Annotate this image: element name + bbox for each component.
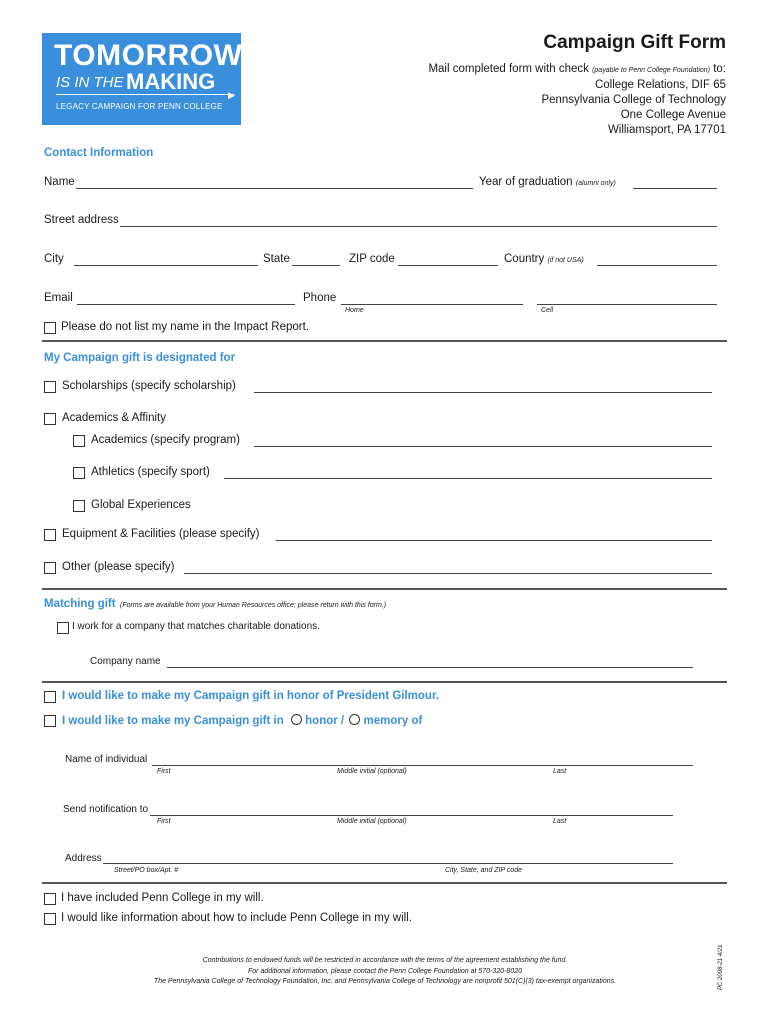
country-field[interactable] — [597, 265, 717, 266]
section-divider — [42, 882, 727, 884]
address-line-3: One College Avenue — [620, 109, 726, 121]
email-field[interactable] — [77, 304, 295, 305]
street-sublabel: Street/PO box/Apt. # — [114, 867, 179, 874]
logo-arrow-line — [56, 94, 234, 95]
scholarships-field[interactable] — [254, 392, 712, 393]
contact-heading: Contact Information — [44, 147, 154, 159]
matching-heading: Matching gift (Forms are available from your Human Resources office; please return with this form.) — [44, 598, 387, 610]
equipment-checkbox[interactable] — [44, 529, 56, 541]
name-label: Name — [44, 176, 75, 188]
notify-first-sublabel: First — [157, 818, 171, 825]
individual-last-sublabel: Last — [553, 768, 567, 775]
individual-middle-sublabel: Middle initial (optional) — [337, 768, 407, 775]
address-field[interactable] — [103, 863, 673, 864]
logo-line-3: LEGACY CAMPAIGN FOR PENN COLLEGE — [56, 102, 223, 111]
academics-affinity-label: Academics & Affinity — [62, 412, 166, 424]
athletics-checkbox[interactable] — [73, 467, 85, 479]
section-divider — [42, 588, 727, 590]
footer-line-2: For additional information, please contact the Penn College Foundation at 570-320-8020 — [248, 968, 522, 975]
footer-line-3: The Pennsylvania College of Technology Foundation, Inc. and Pennsylvania College of Technology are nonprofit 501(C)(3) tax-exempt organizations. — [153, 978, 617, 985]
equipment-field[interactable] — [276, 540, 712, 541]
city-sublabel: City, State, and ZIP code — [445, 867, 523, 874]
notify-middle-sublabel: Middle initial (optional) — [337, 818, 407, 825]
address-line-4: Williamsport, PA 17701 — [607, 124, 726, 136]
will-info-label: I would like information about how to include Penn College in my will. — [61, 912, 412, 924]
other-label: Other (please specify) — [62, 561, 175, 573]
matching-label: I work for a company that matches charitable donations. — [72, 621, 320, 632]
other-field[interactable] — [184, 573, 712, 574]
will-included-checkbox[interactable] — [44, 893, 56, 905]
athletics-label: Athletics (specify sport) — [91, 466, 210, 478]
individual-field[interactable] — [152, 765, 693, 766]
phone-label: Phone — [303, 292, 337, 304]
city-label: City — [44, 253, 64, 265]
academics-affinity-checkbox[interactable] — [44, 413, 56, 425]
name-field[interactable] — [76, 188, 473, 189]
other-checkbox[interactable] — [44, 562, 56, 574]
global-checkbox[interactable] — [73, 500, 85, 512]
scholarships-label: Scholarships (specify scholarship) — [62, 380, 236, 392]
street-field[interactable] — [120, 226, 717, 227]
address-line-1: College Relations, DIF 65 — [594, 79, 726, 91]
will-info-checkbox[interactable] — [44, 913, 56, 925]
section-divider — [42, 681, 727, 683]
form-title: Campaign Gift Form — [543, 32, 726, 53]
logo-line-1: TOMORROW — [54, 39, 243, 72]
academics-checkbox[interactable] — [73, 435, 85, 447]
memory-radio[interactable] — [349, 714, 360, 725]
honor-memory-line: I would like to make my Campaign gift in honor / memory of — [62, 715, 423, 727]
scholarships-checkbox[interactable] — [44, 381, 56, 393]
gilmour-label: I would like to make my Campaign gift in honor of President Gilmour. — [62, 690, 439, 702]
state-field[interactable] — [292, 265, 340, 266]
campaign-logo — [42, 33, 241, 125]
zip-label: ZIP code — [349, 253, 395, 265]
honor-radio[interactable] — [291, 714, 302, 725]
individual-first-sublabel: First — [157, 768, 171, 775]
academics-label: Academics (specify program) — [91, 434, 240, 446]
equipment-label: Equipment & Facilities (please specify) — [62, 528, 260, 540]
home-phone-field[interactable] — [341, 304, 523, 305]
logo-line-2a: IS IN THE — [56, 74, 124, 91]
mail-instructions: Mail completed form with check (payable to Penn College Foundation) to: — [428, 63, 726, 75]
city-field[interactable] — [74, 265, 258, 266]
honor-memory-checkbox[interactable] — [44, 715, 56, 727]
section-divider — [42, 340, 727, 342]
logo-arrow-icon: ▶ — [228, 90, 235, 100]
state-label: State — [263, 253, 290, 265]
company-field[interactable] — [167, 667, 693, 668]
address-line-2: Pennsylvania College of Technology — [541, 94, 726, 106]
notify-last-sublabel: Last — [553, 818, 567, 825]
notify-field[interactable] — [150, 815, 673, 816]
cell-phone-field[interactable] — [537, 304, 717, 305]
no-list-checkbox[interactable] — [44, 322, 56, 334]
will-included-label: I have included Penn College in my will. — [61, 892, 264, 904]
global-label: Global Experiences — [91, 499, 191, 511]
grad-year-field[interactable] — [633, 188, 717, 189]
athletics-field[interactable] — [224, 478, 712, 479]
footer-line-1: Contributions to endowed funds will be restricted in accordance with the terms of the agreement establishing the fund. — [202, 957, 568, 964]
logo-line-2b: MAKING — [126, 69, 216, 94]
zip-field[interactable] — [398, 265, 498, 266]
grad-year-label: Year of graduation (alumni only) — [479, 176, 616, 188]
country-label: Country (if not USA) — [504, 253, 584, 265]
gilmour-checkbox[interactable] — [44, 691, 56, 703]
academics-field[interactable] — [254, 446, 712, 447]
designation-heading: My Campaign gift is designated for — [44, 352, 236, 364]
individual-label: Name of individual — [65, 754, 148, 765]
street-label: Street address — [44, 214, 119, 226]
matching-checkbox[interactable] — [57, 622, 69, 634]
form-code: PC 2098-21 4/21 — [718, 944, 724, 990]
home-sublabel: Home — [345, 307, 364, 314]
email-label: Email — [44, 292, 73, 304]
notify-label: Send notification to — [63, 804, 149, 815]
company-label: Company name — [90, 656, 161, 667]
cell-sublabel: Cell — [541, 307, 554, 314]
address-label: Address — [65, 853, 102, 864]
no-list-label: Please do not list my name in the Impact Report. — [61, 321, 310, 333]
